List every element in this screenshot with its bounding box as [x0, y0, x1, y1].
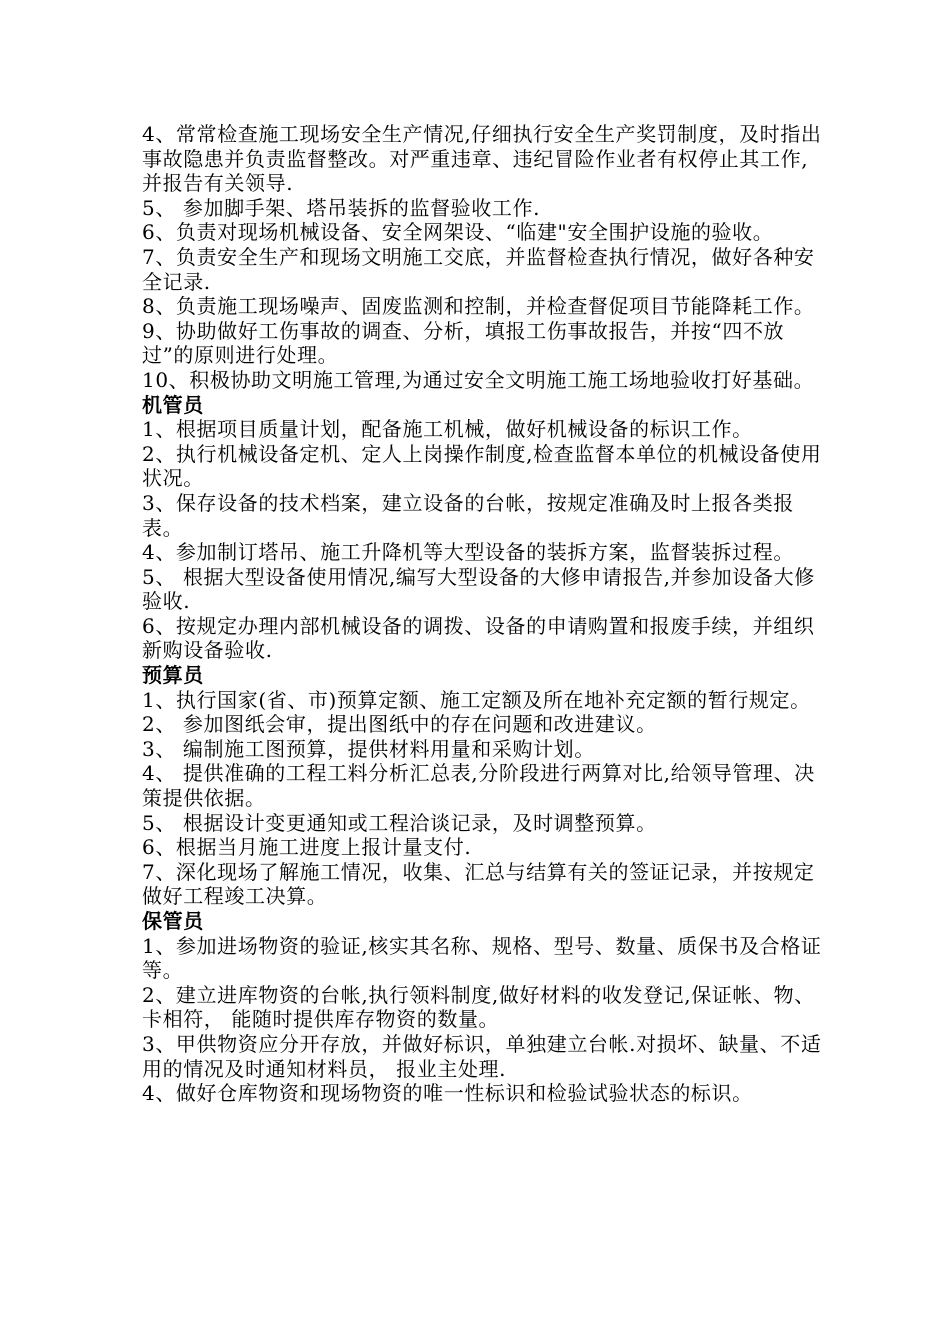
machine-item: 1、根据项目质量计划，配备施工机械，做好机械设备的标识工作。: [142, 417, 753, 442]
budget-item: 6、根据当月施工进度上报计量支付.: [142, 835, 472, 860]
safety-item: 7、负责安全生产和现场文明施工交底，并监督检查执行情况，做好各种安全记录.: [142, 244, 815, 294]
safety-item: 5、 参加脚手架、塔吊装拆的监督验收工作.: [142, 195, 541, 220]
safety-item: 10、积极协助文明施工管理,为通过安全文明施工施工场地验收打好基础。: [142, 367, 815, 392]
budget-item: 4、 提供准确的工程工料分析汇总表,分阶段进行两算对比,给领导管理、决策提供依据。: [142, 761, 815, 811]
section-budget: [142, 663, 822, 909]
safety-item: 4、常常检查施工现场安全生产情况,仔细执行安全生产奖罚制度，及时指出事故隐患并负责监督整改。对严重违章、违纪冒险作业者有权停止其工作,并报告有关领导.: [142, 122, 822, 196]
budget-item: 7、深化现场了解施工情况，收集、汇总与结算有关的签证记录，并按规定做好工程竣工决算。: [142, 859, 815, 909]
budget-item: 3、 编制施工图预算，提供材料用量和采购计划。: [142, 736, 595, 761]
section-heading-storage: 保管员: [142, 909, 204, 933]
section-machine: [142, 393, 822, 664]
safety-item: 8、负责施工现场噪声、固废监测和控制，并检查督促项目节能降耗工作。: [142, 294, 815, 319]
document-body: [142, 122, 822, 1106]
storage-item: 2、建立进库物资的台帐,执行领料制度,做好材料的收发登记,保证帐、物、卡相符， 能随时提供库存物资的数量。: [142, 982, 815, 1032]
budget-item: 1、执行国家(省、市)预算定额、施工定额及所在地补充定额的暂行规定。: [142, 687, 811, 712]
section-safety: [142, 122, 822, 393]
section-heading-budget: 预算员: [142, 663, 204, 688]
safety-item: 9、协助做好工伤事故的调查、分析，填报工伤事故报告，并按“四不放过”的原则进行处理。: [142, 318, 785, 368]
storage-item: 1、参加进场物资的验证,核实其名称、规格、型号、数量、质保书及合格证等。: [142, 933, 822, 983]
machine-item: 5、 根据大型设备使用情况,编写大型设备的大修申请报告,并参加设备大修验收.: [142, 564, 815, 614]
section-storage: [142, 909, 822, 1106]
machine-item: 6、按规定办理内部机械设备的调拨、设备的申请购置和报废手续，并组织新购设备验收.: [142, 613, 815, 663]
storage-item: 4、做好仓库物资和现场物资的唯一性标识和检验试验状态的标识。: [142, 1081, 753, 1106]
machine-item: 2、执行机械设备定机、定人上岗操作制度,检查监督本单位的机械设备使用状况。: [142, 441, 822, 491]
section-heading-machine: 机管员: [142, 392, 204, 417]
machine-item: 3、保存设备的技术档案，建立设备的台帐，按规定准确及时上报各类报表。: [142, 490, 794, 540]
budget-item: 2、 参加图纸会审，提出图纸中的存在问题和改进建议。: [142, 712, 657, 737]
safety-item: 6、负责对现场机械设备、安全网架设、“临建"安全围护设施的验收。: [142, 220, 774, 245]
budget-item: 5、 根据设计变更通知或工程洽谈记录，及时调整预算。: [142, 810, 657, 835]
storage-item: 3、甲供物资应分开存放，并做好标识，单独建立台帐.对损坏、缺量、不适用的情况及时通知材料员， 报业主处理.: [142, 1031, 822, 1081]
machine-item: 4、参加制订塔吊、施工升降机等大型设备的装拆方案，监督装拆过程。: [142, 540, 794, 565]
